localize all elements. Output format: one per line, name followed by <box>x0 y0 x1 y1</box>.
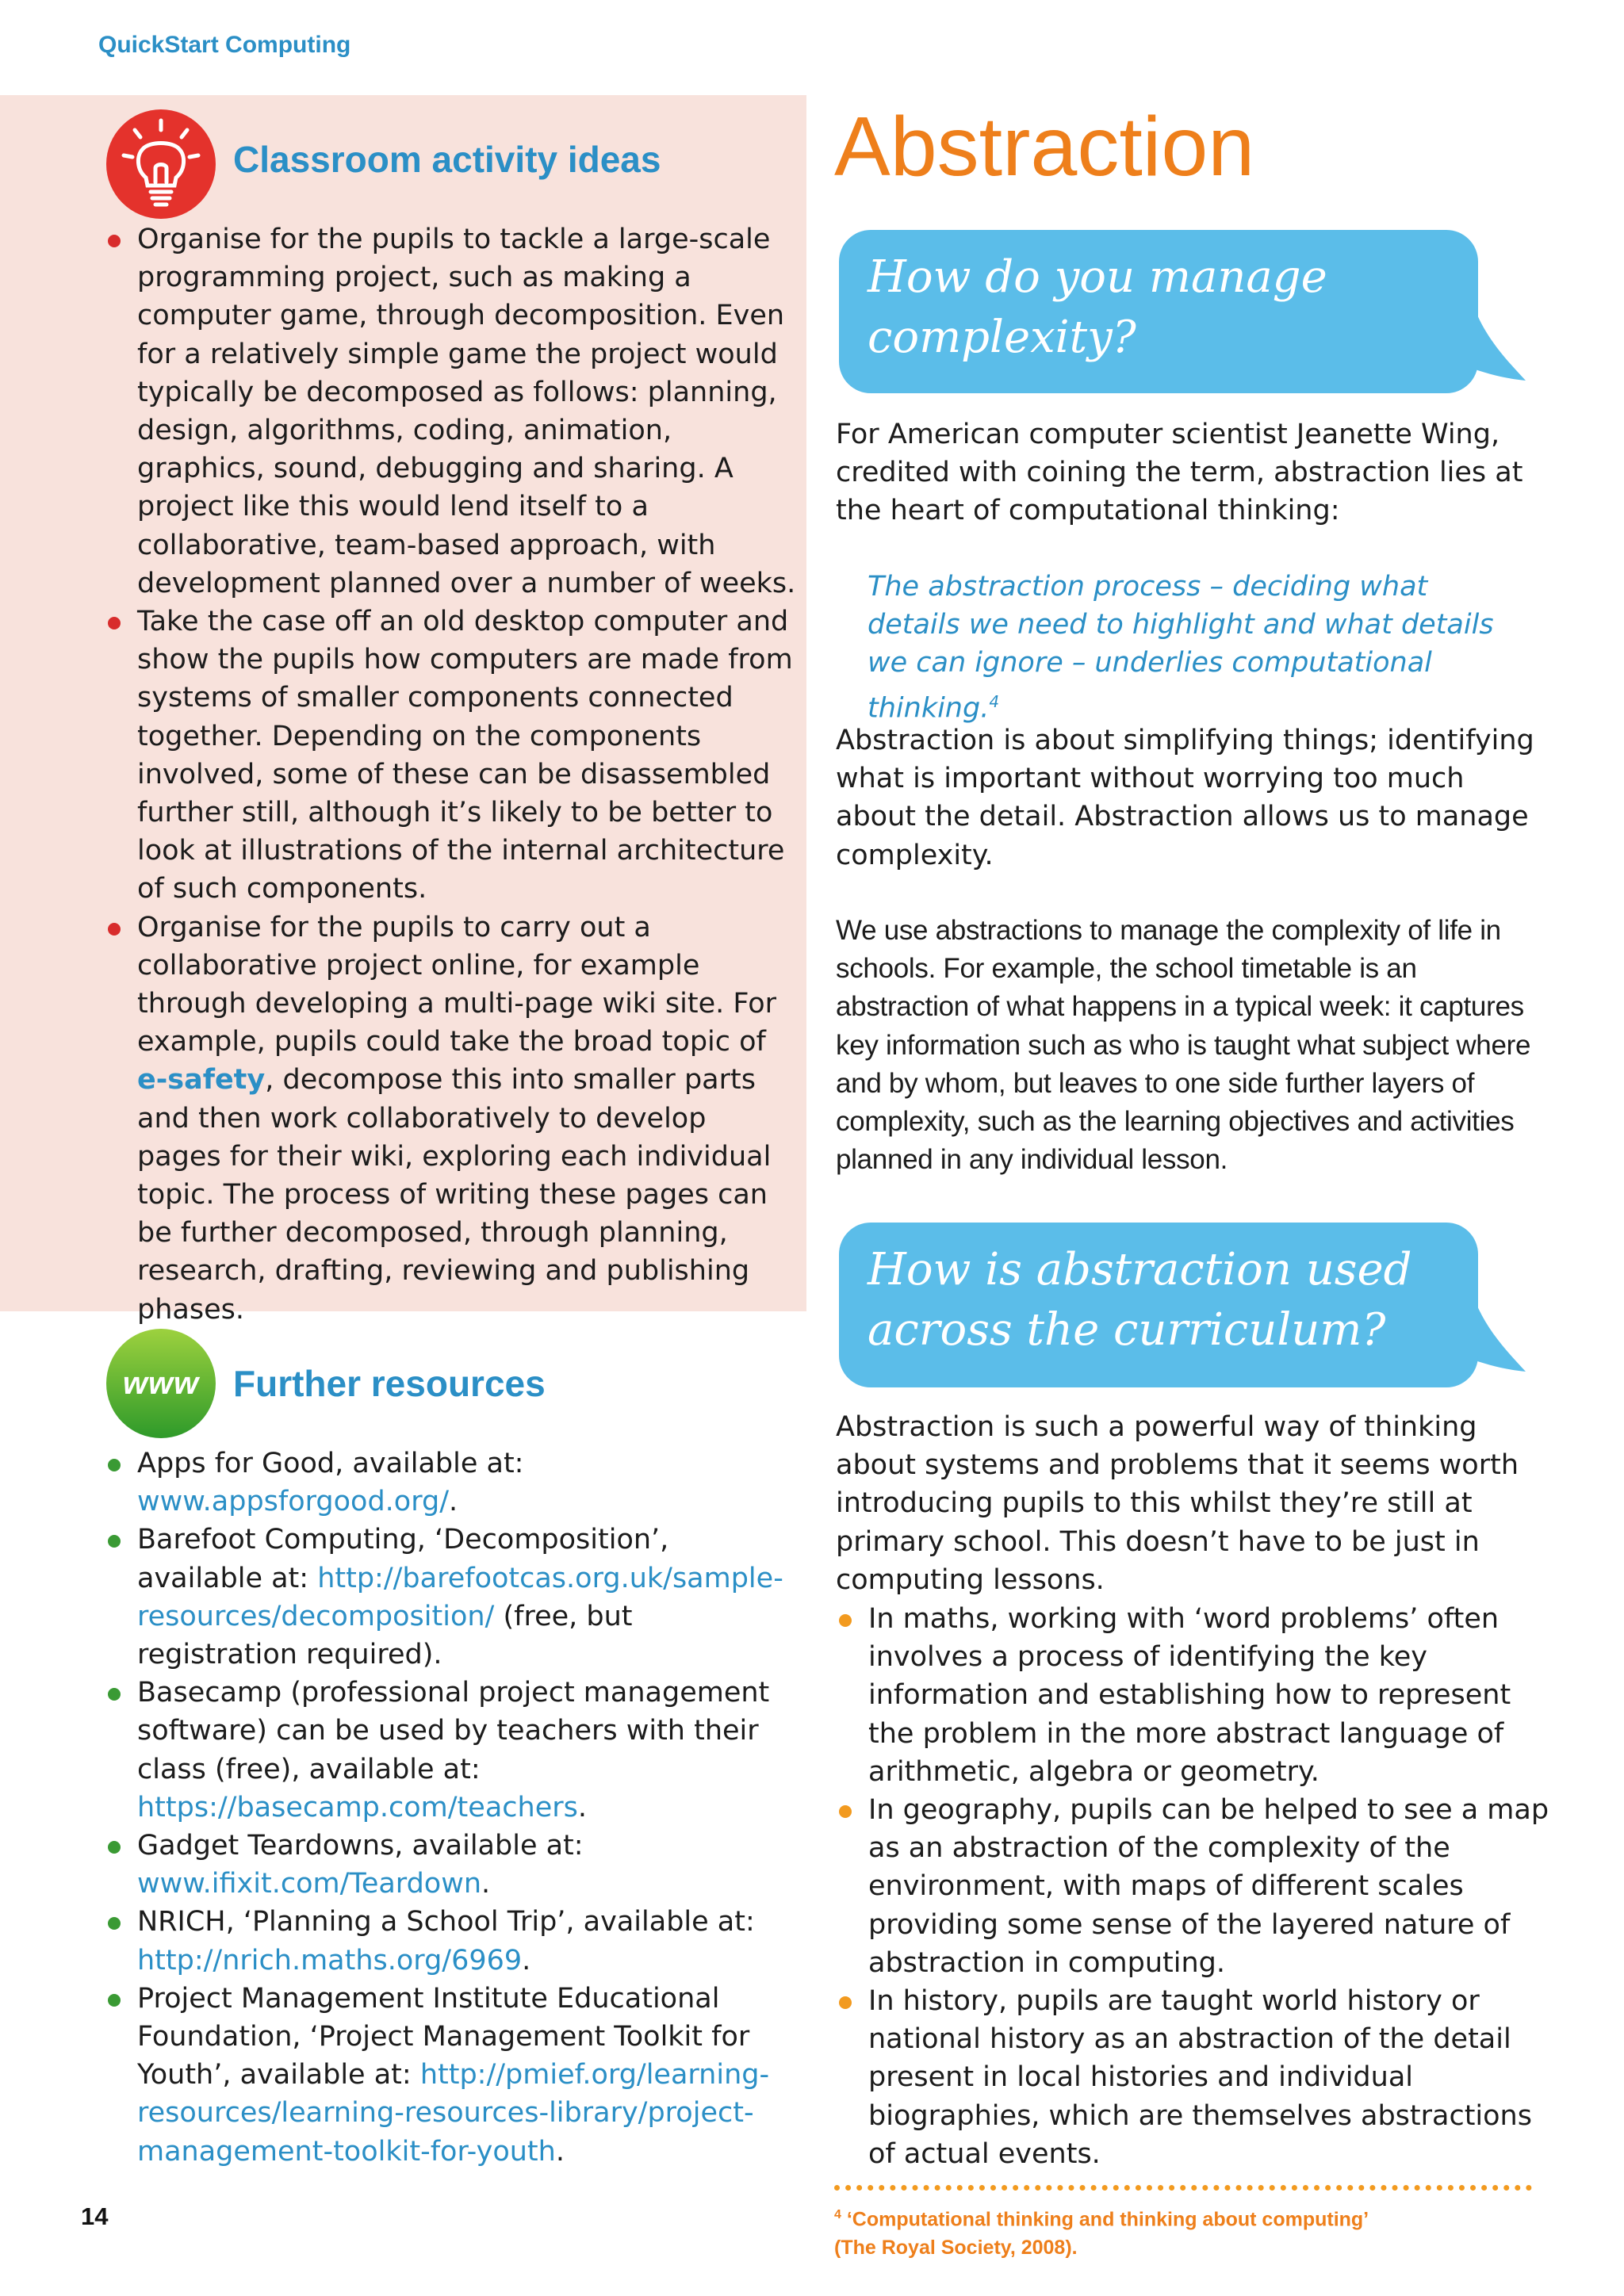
further-resources-title: Further resources <box>233 1363 546 1404</box>
page-title: Abstraction <box>834 100 1255 193</box>
speech-bubble-complexity: How do you manage complexity? <box>839 230 1478 393</box>
abstraction-definition-paragraph: Abstraction is about simplifying things; identifying what is important without worrying too much about the detail. Abstraction allows us to manage complexity. <box>836 725 1534 871</box>
classroom-activity-title: Classroom activity ideas <box>233 139 661 180</box>
list-item: Apps for Good, available at: www.appsforgood.org/. <box>105 1445 787 1521</box>
list-item: Organise for the pupils to carry out a collaborative project online, for example through developing a multi-page wiki site. For example, pupils could take the broad topic of e-safety, decompose this into smaller parts and then work collaboratively to develop pages for their wiki, exploring each individual topic. The process of writing these pages can be further decomposed, through planning, research, drafting, reviewing and publishing phases. <box>105 909 799 1329</box>
nrich-link[interactable]: http://nrich.maths.org/6969 <box>137 1944 523 1976</box>
intro-paragraph: For American computer scientist Jeanette Wing, credited with coining the term, abstraction lies at the heart of computational thinking: <box>836 419 1523 527</box>
apps-for-good-link[interactable]: www.appsforgood.org/ <box>137 1486 449 1518</box>
list-item: Organise for the pupils to tackle a large-scale programming project, such as making a computer game, through decomposition. Even for a relatively simple game the project would typically be decomposed as follows: planning, design, algorithms, coding, animation, graphics, sound, debugging and sharing. A project like this would lend itself to a collaborative, team-based approach, with development planned over a number of weeks. <box>105 220 799 603</box>
ifixit-link[interactable]: www.ifixit.com/Teardown <box>137 1868 482 1900</box>
list-item: Project Management Institute Educational Foundation, ‘Project Management Toolkit for Youth’, available at: http://pmief.org/learning-resources/learning-resources-library/project-management-toolkit-for-youth. <box>105 1980 787 2171</box>
www-icon: www <box>106 1329 216 1438</box>
pmief-link[interactable]: http://pmief.org/learning-resources/learning-resources-library/project-management-toolkit-for-youth <box>137 2059 770 2168</box>
list-item: In history, pupils are taught world history or national history as an abstraction of the detail present in local histories and individual biographies, which are themselves abstractions of actual events. <box>836 1982 1549 2173</box>
curriculum-paragraph: Abstraction is such a powerful way of thinking about systems and problems that it seems worth introducing pupils to this whilst they’re still at primary school. This doesn’t have to be just in computing lessons. <box>836 1411 1519 1596</box>
list-item: Barefoot Computing, ‘Decomposition’, available at: http://barefootcas.org.uk/sample-resources/decomposition/ (free, but registration required). <box>105 1521 787 1674</box>
footnote-ref: 4 <box>989 691 1000 711</box>
basecamp-link[interactable]: https://basecamp.com/teachers <box>137 1791 578 1823</box>
running-header: QuickStart Computing <box>98 32 351 58</box>
list-item: Gadget Teardowns, available at: www.ifixit.com/Teardown. <box>105 1827 787 1903</box>
list-item: NRICH, ‘Planning a School Trip’, available at: http://nrich.maths.org/6969. <box>105 1903 787 1979</box>
timetable-paragraph: We use abstractions to manage the complexity of life in schools. For example, the school timetable is an abstraction of what happens in a typical week: it captures key information such as who is taught what subject where and by whom, but leaves to one side further layers of complexity, such as the learning objectives and activities planned in any individual lesson. <box>836 915 1531 1176</box>
list-item: In maths, working with ‘word problems’ often involves a process of identifying the key information and establishing how to represent the problem in the more abstract language of arithmetic, algebra or geometry. <box>836 1600 1549 1791</box>
wing-quote: The abstraction process – deciding what details we need to highlight and what details we can ignore – underlies computational thinking.$^4$ <box>868 571 1494 725</box>
lightbulb-icon <box>106 109 216 219</box>
footnote: $^4$ ‘Computational thinking and thinking about computing’ (The Royal Society, 2008). <box>834 2208 1369 2260</box>
list-item: Basecamp (professional project management software) can be used by teachers with their class (free), available at: https://basecamp.com/teachers. <box>105 1674 787 1827</box>
list-item: Take the case off an old desktop computer and show the pupils how computers are made from systems of smaller components connected together. Depending on the components involved, some of these can be disassembled further still, although it’s likely to be better to look at illustrations of the internal architecture of such components. <box>105 603 799 909</box>
further-resources-list <box>105 1445 787 2171</box>
list-item: In geography, pupils can be helped to see a map as an abstraction of the complexity of the environment, with maps of different scales providing some sense of the layered nature of abstraction in computing. <box>836 1791 1549 1982</box>
e-safety-link[interactable]: e-safety <box>137 1064 266 1096</box>
speech-bubble-curriculum: How is abstraction used across the curriculum? <box>839 1223 1478 1387</box>
curriculum-list <box>836 1600 1549 2173</box>
page-number: 14 <box>81 2202 109 2230</box>
footnote-divider <box>834 2185 1532 2191</box>
barefoot-link[interactable]: http://barefootcas.org.uk/sample-resources/decomposition/ <box>137 1562 783 1632</box>
classroom-activity-list <box>105 220 799 1329</box>
